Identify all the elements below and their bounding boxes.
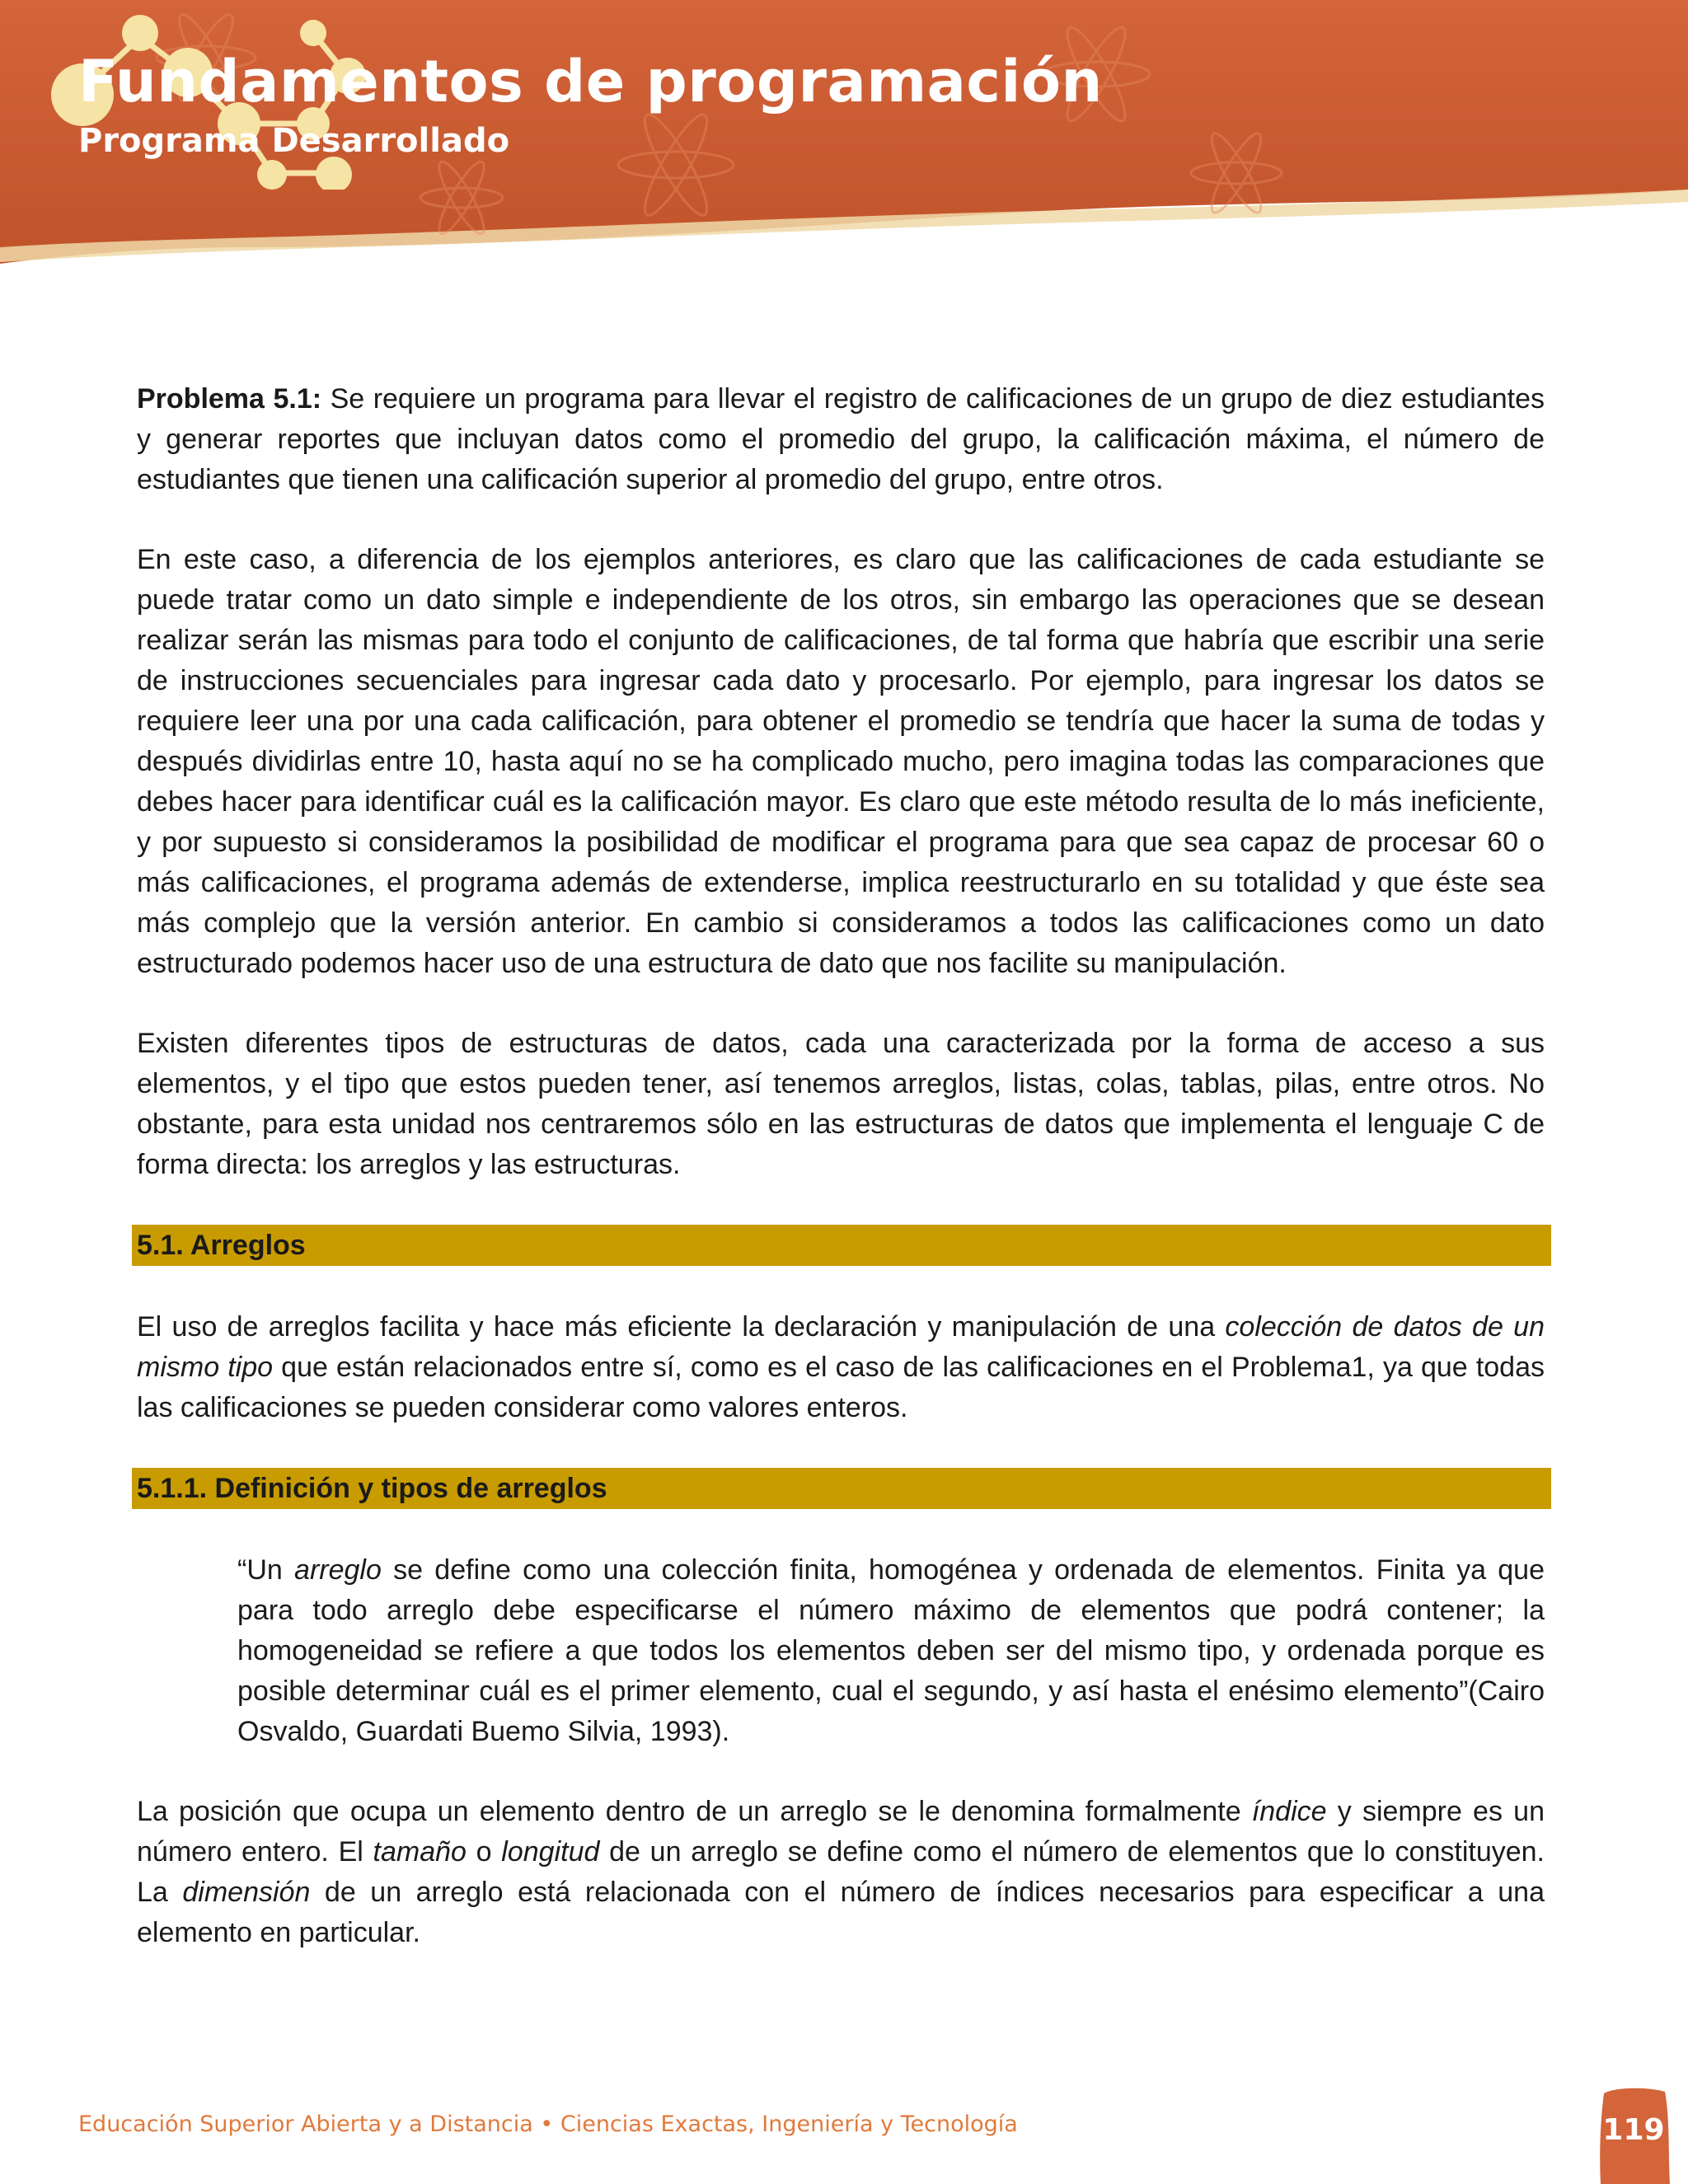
emphasis-text: dimensión: [182, 1877, 311, 1908]
text-span: que están relacionados entre sí, como es el caso de las calificaciones en el Problema1, ya que todas las calificaciones se pueden considerar como valores enteros.: [137, 1352, 1545, 1423]
paragraph-data-structures: Existen diferentes tipos de estructuras de datos, cada una caracterizada por la forma de acceso a sus elementos, y el tipo que estos pueden tener, así tenemos arreglos, listas, colas, tablas, pilas, entre otros. No obstante, para esta unidad nos centraremos sólo en las estructuras de datos que implementa el lenguaje C de forma directa: los arreglos y las estructuras.: [137, 1028, 1545, 1180]
emphasis-text: arreglo: [294, 1554, 382, 1586]
text-span: “Un: [237, 1554, 295, 1586]
footer-text: Educación Superior Abierta y a Distancia • Ciencias Exactas, Ingeniería y Tecnología: [78, 2111, 1018, 2137]
emphasis-text: longitud: [501, 1836, 600, 1868]
definition-quote: [237, 1550, 1545, 1752]
text-span: El uso de arreglos facilita y hace más eficiente la declaración y manipulación de una: [137, 1311, 1226, 1343]
page-title: Fundamentos de programación: [78, 48, 1103, 115]
problem-paragraph: [137, 379, 1545, 500]
section-heading-arreglos: 5.1. Arreglos: [132, 1225, 1551, 1266]
text-span: La posición que ocupa un elemento dentro de un arreglo se le denomina formalmente: [137, 1796, 1252, 1827]
text-span: o: [466, 1836, 502, 1868]
text-span: se define como una colección finita, homogénea y ordenada de elementos. Finita ya que para todo arreglo debe especificarse el número máximo de elementos que podrá contener; la homogeneidad se refiere a que todos los elementos deben ser del mismo tipo, y ordenada porque es posible determinar cuál es el primer elemento, cual el segundo, y así hasta el enésimo elemento”(Cairo Osvaldo, Guardati Buemo Silvia, 1993).: [237, 1554, 1545, 1747]
paragraph-arreglos: [137, 1307, 1545, 1428]
header-banner: [0, 0, 1688, 297]
text-span: de un arreglo está relacionada con el número de índices necesarios para especificar a una elemento en particular.: [137, 1877, 1545, 1948]
paragraph-context: En este caso, a diferencia de los ejemplos anteriores, es claro que las calificaciones de cada estudiante se puede tratar como un dato simple e independiente de los otros, sin embargo las operaciones que se desean realizar serán las mismas para todo el conjunto de calificaciones, de tal forma que habría que escribir una serie de instrucciones secuenciales para ingresar cada dato y procesarlo. Por ejemplo, para ingresar los datos se requiere leer una por una cada calificación, para obtener el promedio se tendría que hacer la suma de todas y después dividirlas entre 10, hasta aquí no se ha complicado mucho, pero imagina todas las comparaciones que debes hacer para identificar cuál es la calificación mayor. Es claro que este método resulta de lo más ineficiente, y por supuesto si consideramos la posibilidad de modificar el programa para que sea capaz de procesar 60 o más calificaciones, el programa además de extenderse, implica reestructurarlo en su totalidad y que éste sea más complejo que la versión anterior. En cambio si consideramos a todos las calificaciones como un dato estructurado podemos hacer uso de una estructura de dato que nos facilite su manipulación.: [137, 544, 1545, 979]
page-number: 119: [1602, 2113, 1665, 2147]
document-body: [137, 379, 1545, 1993]
section-heading-definicion: 5.1.1. Definición y tipos de arreglos: [132, 1468, 1551, 1509]
emphasis-text: tamaño: [373, 1836, 467, 1868]
problem-label: Problema 5.1:: [137, 383, 322, 415]
paragraph-indice: [137, 1792, 1545, 1953]
emphasis-text: índice: [1251, 1796, 1327, 1827]
text-span: y siempre es un número entero. El: [137, 1796, 1545, 1868]
problem-text: Se requiere un programa para llevar el registro de calificaciones de un grupo de diez estudiantes y generar reportes que incluyan datos como el promedio del grupo, la calificación máxima, el número de estudiantes que tienen una calificación superior al promedio del grupo, entre otros.: [137, 383, 1545, 495]
page-subtitle: Programa Desarrollado: [78, 122, 510, 160]
text-span: de un arreglo se define como el número de elementos que lo constituyen. La: [137, 1836, 1545, 1908]
emphasis-text: colección de datos de un mismo tipo: [137, 1311, 1545, 1383]
